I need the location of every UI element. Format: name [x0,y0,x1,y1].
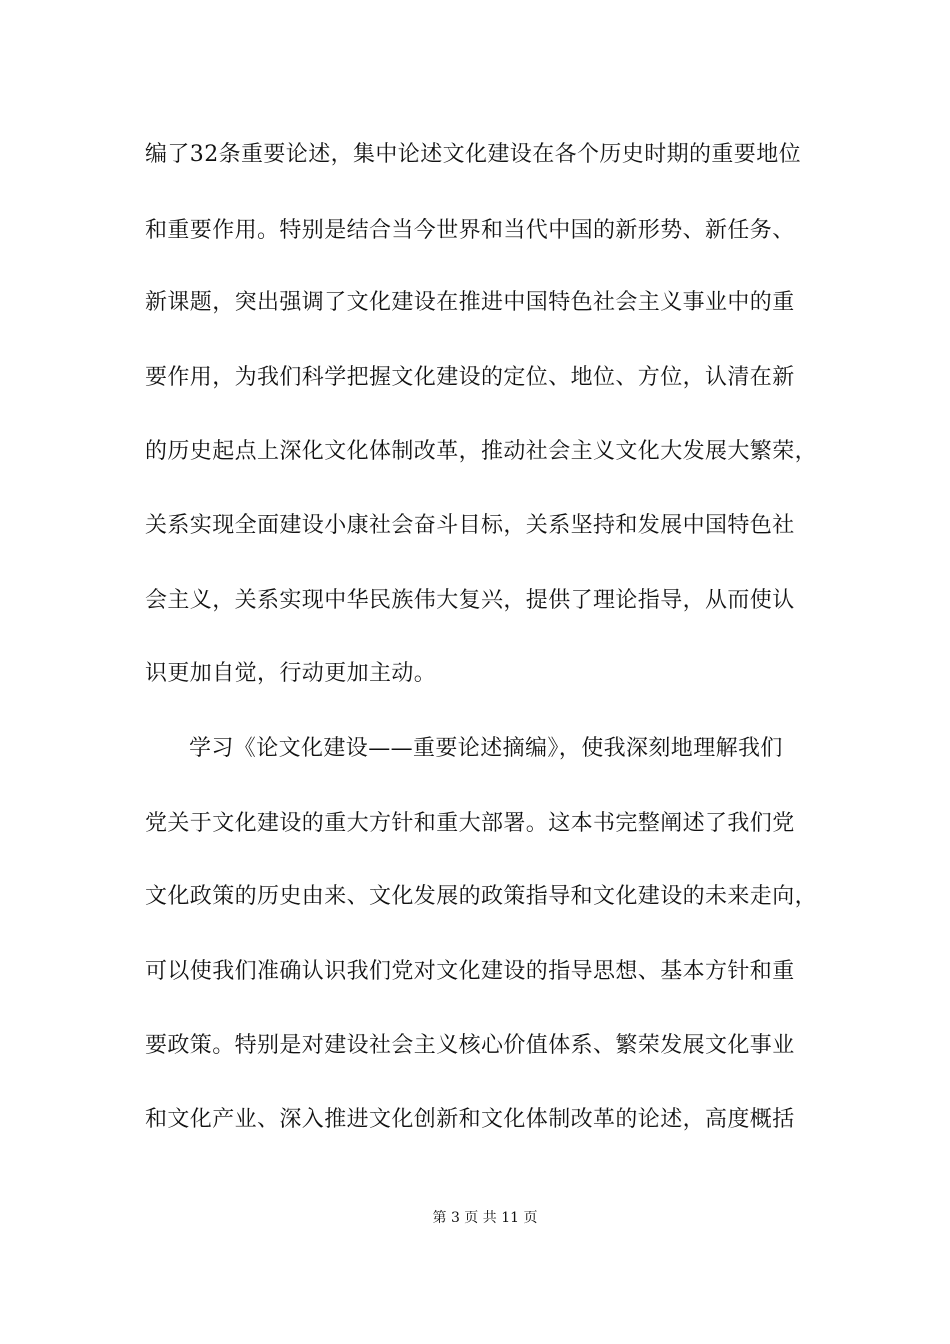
text-line: 的历史起点上深化文化体制改革，推动社会主义文化大发展大繁荣， [145,439,818,464]
text-line: 新课题，突出强调了文化建设在推进中国特色社会主义事业中的重 [145,290,795,315]
page-number-footer: 第 3 页 共 11 页 [432,1210,538,1226]
text-line: 要作用，为我们科学把握文化建设的定位、地位、方位，认清在新 [145,365,795,390]
text-line: 编了32条重要论述，集中论述文化建设在各个历史时期的重要地位 [145,142,801,167]
text-line: 党关于文化建设的重大方针和重大部署。这本书完整阐述了我们党 [145,811,795,836]
text-line: 要政策。特别是对建设社会主义核心价值体系、繁荣发展文化事业 [145,1033,795,1058]
text-line: 可以使我们准确认识我们党对文化建设的指导思想、基本方针和重 [145,959,795,984]
paragraph-first-line: 学习《论文化建设——重要论述摘编》，使我深刻地理解我们 [189,736,783,761]
text-line: 和重要作用。特别是结合当今世界和当代中国的新形势、新任务、 [145,218,795,243]
text-line: 和文化产业、深入推进文化创新和文化体制改革的论述，高度概括 [145,1107,795,1132]
text-line: 关系实现全面建设小康社会奋斗目标，关系坚持和发展中国特色社 [145,513,795,538]
text-line: 文化政策的历史由来、文化发展的政策指导和文化建设的未来走向， [145,884,818,909]
text-line: 识更加自觉，行动更加主动。 [145,661,437,686]
text-line: 会主义，关系实现中华民族伟大复兴，提供了理论指导，从而使认 [145,588,795,613]
